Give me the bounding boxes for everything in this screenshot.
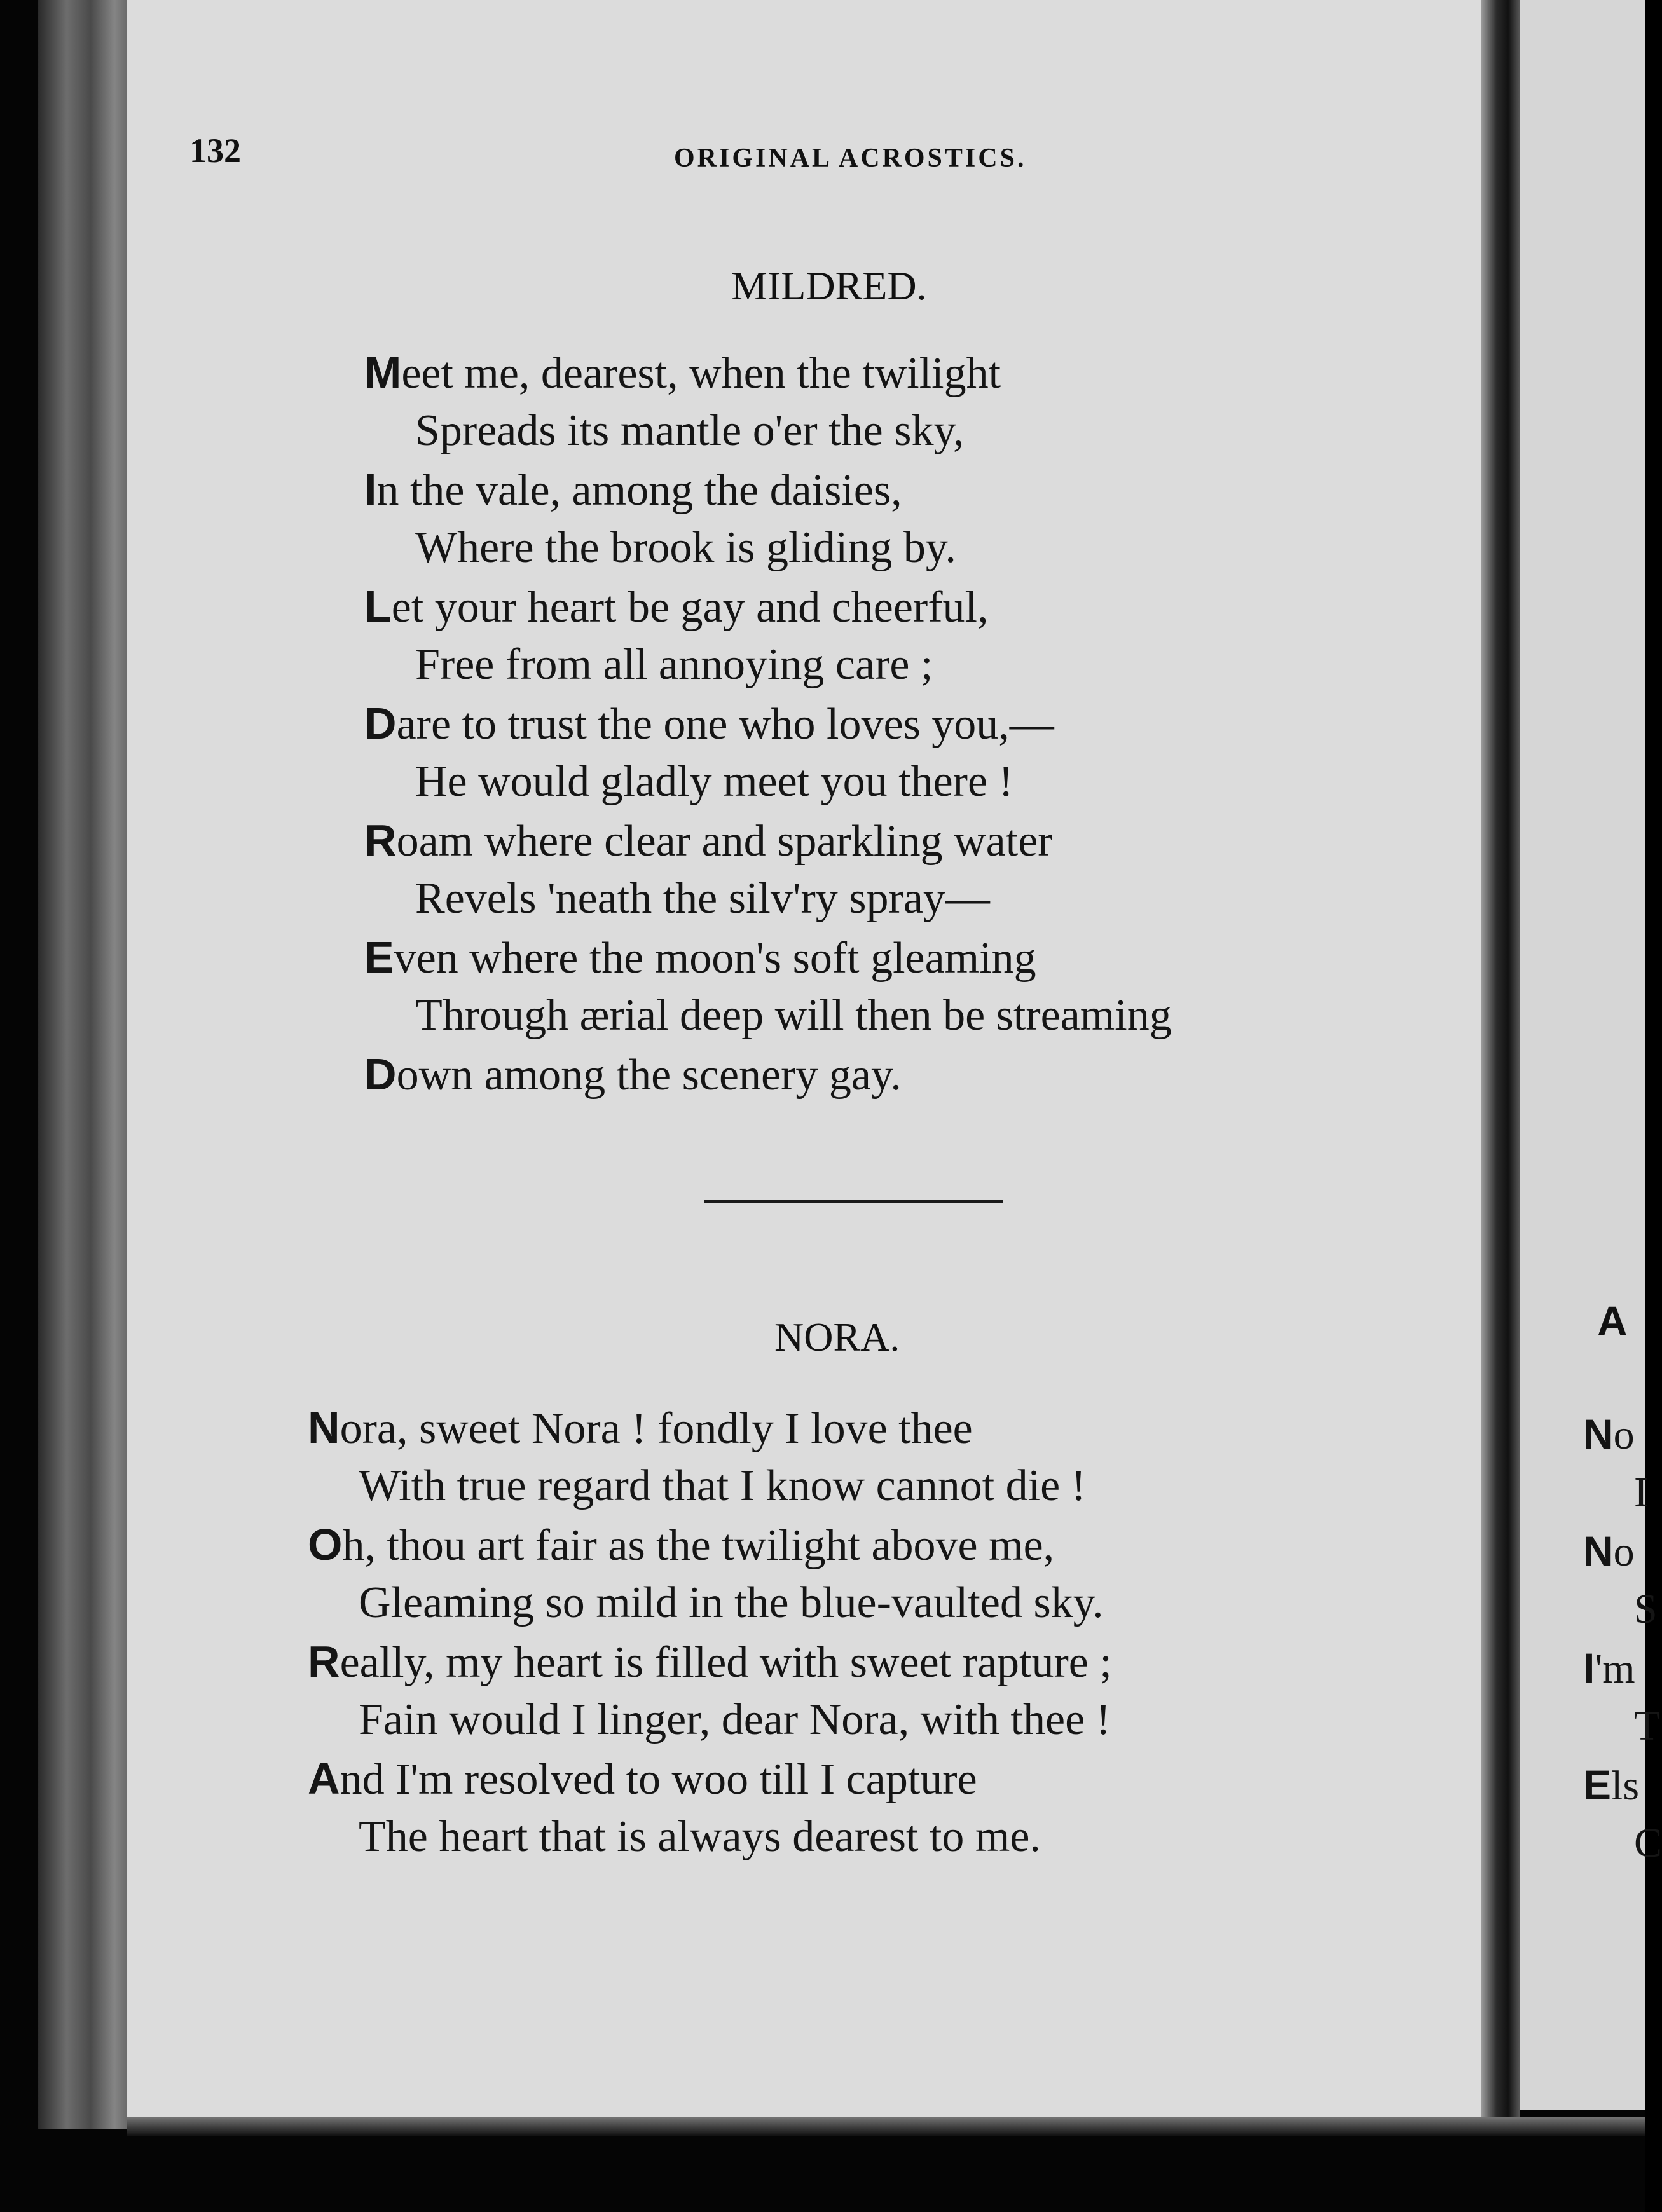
poem-line bbox=[364, 870, 1172, 928]
poem-line bbox=[308, 1574, 1112, 1632]
poem-line bbox=[364, 928, 1172, 987]
line-text: I bbox=[1634, 1469, 1648, 1515]
facing-page-line bbox=[1583, 1639, 1645, 1697]
acrostic-initial: E bbox=[1583, 1761, 1612, 1808]
line-text: Revels 'neath the silv'ry spray— bbox=[415, 874, 990, 923]
poem-title-nora: NORA. bbox=[774, 1314, 900, 1360]
acrostic-initial: R bbox=[364, 816, 397, 865]
acrostic-initial: O bbox=[308, 1520, 343, 1569]
page-bottom-shadow bbox=[127, 2117, 1645, 2136]
line-text: o bbox=[1613, 1529, 1635, 1575]
line-text: Fain would I linger, dear Nora, with thee ! bbox=[359, 1695, 1111, 1744]
line-text: The heart that is always dearest to me. bbox=[359, 1812, 1041, 1861]
poem-line bbox=[364, 577, 1172, 636]
acrostic-initial: N bbox=[1583, 1527, 1614, 1574]
line-text: own among the scenery gay. bbox=[396, 1051, 902, 1100]
poem-line bbox=[364, 1045, 1172, 1103]
line-text: He would gladly meet you there ! bbox=[415, 757, 1013, 806]
poem-nora bbox=[308, 1398, 1112, 1866]
acrostic-initial: A bbox=[308, 1754, 340, 1803]
poem-line bbox=[308, 1398, 1112, 1457]
line-text: Spreads its mantle o'er the sky, bbox=[415, 406, 965, 455]
acrostic-initial: I bbox=[1583, 1644, 1595, 1691]
page-edges bbox=[38, 0, 134, 2129]
poem-line bbox=[308, 1632, 1112, 1691]
acrostic-initial: D bbox=[364, 699, 397, 748]
poem-line bbox=[308, 1749, 1112, 1808]
line-text: T bbox=[1634, 1703, 1660, 1749]
poem-mildred bbox=[364, 343, 1172, 1103]
line-text: nd I'm resolved to woo till I capture bbox=[340, 1755, 977, 1804]
facing-page-line bbox=[1583, 1697, 1660, 1756]
facing-page-line bbox=[1583, 1756, 1645, 1814]
poem-line bbox=[364, 636, 1172, 694]
section-divider bbox=[704, 1200, 1003, 1203]
facing-page-line bbox=[1583, 1814, 1662, 1873]
book-gutter bbox=[1481, 0, 1520, 2123]
poem-line bbox=[364, 343, 1172, 402]
line-text: eet me, dearest, when the twilight bbox=[401, 349, 1001, 398]
poem-line bbox=[364, 753, 1172, 811]
running-head: ORIGINAL ACROSTICS. bbox=[674, 144, 1027, 173]
line-text: Where the brook is gliding by. bbox=[415, 523, 956, 572]
acrostic-initial: N bbox=[308, 1403, 340, 1452]
facing-page-line bbox=[1583, 1405, 1645, 1463]
acrostic-initial: N bbox=[1583, 1410, 1614, 1458]
poem-line bbox=[364, 402, 1172, 460]
line-text: eally, my heart is filled with sweet rapture ; bbox=[340, 1638, 1112, 1687]
line-text: ora, sweet Nora ! fondly I love thee bbox=[340, 1404, 973, 1453]
line-text: 'm bbox=[1595, 1646, 1635, 1692]
line-text: ls bbox=[1611, 1763, 1640, 1809]
line-text: ven where the moon's soft gleaming bbox=[394, 934, 1036, 983]
line-text: S bbox=[1634, 1586, 1658, 1632]
facing-page-line bbox=[1583, 1463, 1648, 1522]
acrostic-initial: L bbox=[364, 582, 392, 631]
line-text: Free from all annoying care ; bbox=[415, 640, 933, 689]
poem-line bbox=[308, 1457, 1112, 1515]
line-text: et your heart be gay and cheerful, bbox=[391, 583, 989, 632]
line-text: n the vale, among the daisies, bbox=[376, 466, 902, 515]
line-text: Through ærial deep will then be streaming bbox=[415, 991, 1172, 1040]
line-text: C bbox=[1634, 1820, 1662, 1866]
line-text: are to trust the one who loves you,— bbox=[396, 700, 1054, 749]
facing-page-fragments bbox=[1583, 1405, 1662, 1873]
poem-line bbox=[308, 1515, 1112, 1574]
line-text: Gleaming so mild in the blue-vaulted sky. bbox=[359, 1578, 1104, 1627]
poem-line bbox=[364, 519, 1172, 577]
acrostic-initial: I bbox=[364, 465, 377, 514]
poem-line bbox=[308, 1691, 1112, 1749]
poem-line bbox=[364, 987, 1172, 1045]
line-text: With true regard that I know cannot die ! bbox=[359, 1461, 1086, 1510]
acrostic-initial: D bbox=[364, 1049, 397, 1099]
poem-line bbox=[364, 694, 1172, 753]
facing-page-line bbox=[1583, 1580, 1658, 1639]
poem-title-mildred: MILDRED. bbox=[731, 263, 927, 308]
facing-page-heading: A bbox=[1597, 1297, 1628, 1344]
acrostic-initial: M bbox=[364, 348, 402, 397]
acrostic-initial: E bbox=[364, 932, 394, 982]
page-number: 132 bbox=[189, 132, 241, 170]
line-text: h, thou art fair as the twilight above me, bbox=[342, 1521, 1055, 1570]
acrostic-initial: R bbox=[308, 1637, 340, 1686]
poem-line bbox=[308, 1808, 1112, 1866]
facing-page-line bbox=[1583, 1522, 1645, 1580]
line-text: o bbox=[1613, 1412, 1635, 1458]
poem-line bbox=[364, 811, 1172, 870]
line-text: oam where clear and sparkling water bbox=[396, 817, 1053, 866]
poem-line bbox=[364, 460, 1172, 519]
